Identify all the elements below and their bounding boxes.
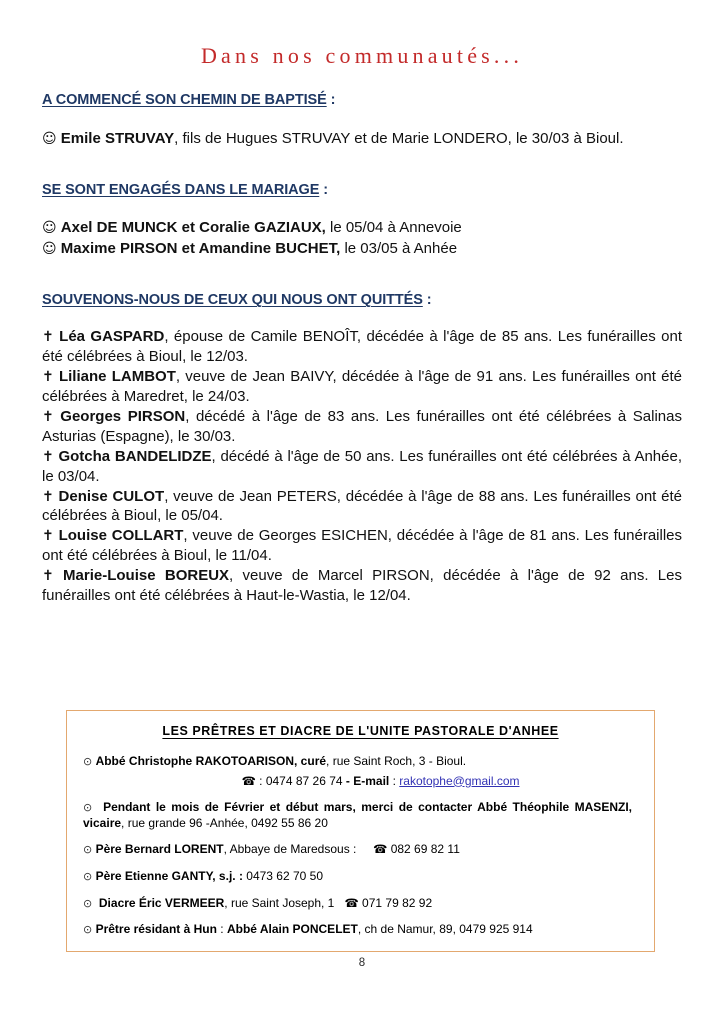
list-item xyxy=(42,447,682,487)
priests-contact-box xyxy=(66,710,655,952)
priest-address: , Abbaye de Maredsous : xyxy=(223,842,357,857)
entry-detail: le 03/05 à Anhée xyxy=(340,240,458,258)
list-item xyxy=(83,869,632,885)
entry-detail: , veuve de Georges ESICHEN, décédée à l'âge de 81 ans. Les funérailles ont été célébrées à Bioul, le 11/04. xyxy=(42,527,682,565)
bullet-dot-icon: ⊙ xyxy=(83,923,93,937)
section-heading-marriage-colon: : xyxy=(319,181,328,198)
cross-icon: ✝ xyxy=(42,488,54,505)
list-item xyxy=(42,566,682,606)
person-name: Emile STRUVAY xyxy=(60,129,175,147)
cross-icon: ✝ xyxy=(42,568,54,585)
section-heading-deaths-colon: : xyxy=(422,292,432,309)
section-heading-deaths xyxy=(0,292,724,309)
entry-detail: , épouse de Camile BENOÎT, décédée à l'âge de 85 ans. Les funérailles ont été célébrées à Bioul, le 12/03. xyxy=(42,328,682,365)
person-name: Gotcha BANDELIDZE xyxy=(58,447,212,465)
priest-contact-line xyxy=(83,774,632,790)
entry-detail: , veuve de Marcel PIRSON, décédée à l'âge de 92 ans. Les funérailles ont été célébrées à Haut-le-Wastia, le 12/04. xyxy=(42,567,682,605)
phone-number: 0474 87 26 74 xyxy=(265,773,343,788)
email-label: - E-mail xyxy=(342,773,390,788)
priest-name: Diacre Éric VERMEER xyxy=(98,895,225,910)
person-name: Léa GASPARD xyxy=(59,328,165,346)
priest-address: , ch de Namur, 89, 0479 925 914 xyxy=(357,922,533,937)
priest-name: Père Bernard LORENT xyxy=(95,842,224,857)
cross-icon: ✝ xyxy=(42,368,54,385)
section-heading-baptism-label: A COMMENCÉ SON CHEMIN DE BAPTISÉ xyxy=(42,92,327,109)
list-item xyxy=(42,526,682,566)
substitute-notice: Pendant le mois de Février et début mars, merci de contacter Abbé Théophile MASENZI xyxy=(103,800,629,815)
person-name: Georges PIRSON xyxy=(60,407,186,425)
person-name: Denise CULOT xyxy=(58,487,165,505)
bullet-dot-icon: ⊙ xyxy=(83,801,93,815)
entry-detail: , décédé à l'âge de 83 ans. Les funérailles ont été célébrées à Salinas Asturias (Espagne), le 30/03. xyxy=(42,407,682,445)
list-item xyxy=(42,239,682,259)
list-item xyxy=(83,922,632,938)
priests-box-title: LES PRÊTRES ET DIACRE DE L'UNITE PASTORALE D'ANHEE xyxy=(162,724,559,738)
list-item xyxy=(42,218,682,238)
separator: : xyxy=(216,922,227,937)
page-number: 8 xyxy=(358,957,366,969)
cross-icon: ✝ xyxy=(42,408,54,425)
list-item xyxy=(42,129,682,149)
priest-name: Abbé Alain PONCELET xyxy=(226,922,358,937)
priest-residence-label: Prêtre résidant à Hun xyxy=(95,922,217,937)
phone-prefix: : xyxy=(255,773,266,788)
list-item xyxy=(42,407,682,447)
person-name: Louise COLLART xyxy=(58,527,184,545)
entry-detail: , veuve de Jean BAIVY, décédée à l'âge de 91 ans. Les funérailles ont été célébrées à Maredret, le 24/03. xyxy=(42,367,682,405)
list-item xyxy=(83,800,632,831)
person-name: Axel DE MUNCK et Coralie GAZIAUX, xyxy=(60,219,326,237)
priest-role: , vicaire xyxy=(83,800,632,830)
email-link[interactable]: rakotophe@gmail.com xyxy=(399,773,520,788)
priest-role: , curé xyxy=(294,754,327,768)
email-separator: : xyxy=(389,773,400,788)
section-heading-marriage xyxy=(0,182,724,199)
phone-icon: ☎ xyxy=(373,842,388,857)
cross-icon: ✝ xyxy=(42,528,54,545)
page-title: Dans nos communautés... xyxy=(200,43,524,68)
person-name: Maxime PIRSON et Amandine BUCHET, xyxy=(60,240,341,258)
entry-detail: , fils de Hugues STRUVAY et de Marie LONDERO, le 30/03 à Bioul. xyxy=(174,129,624,147)
person-name: Liliane LAMBOT xyxy=(58,367,176,385)
section-heading-deaths-label: SOUVENONS-NOUS DE CEUX QUI NOUS ONT QUITTÉS xyxy=(42,292,423,309)
phone-number: 082 69 82 11 xyxy=(390,842,460,857)
phone-icon: ☎ xyxy=(344,895,359,910)
marriage-entry-list xyxy=(0,218,724,259)
bullet-dot-icon: ⊙ xyxy=(83,869,93,883)
bullet-dot-icon: ⊙ xyxy=(83,843,93,857)
deaths-entry-list xyxy=(0,327,724,606)
bullet-dot-icon: ⊙ xyxy=(83,755,93,768)
entry-detail: , décédé à l'âge de 50 ans. Les funérailles ont été célébrées à Anhée, le 03/04. xyxy=(42,447,683,485)
section-heading-marriage-label: SE SONT ENGAGÉS DANS LE MARIAGE xyxy=(42,181,320,198)
baptism-entry-list xyxy=(0,129,724,149)
phone-number: 071 79 82 92 xyxy=(362,895,433,910)
smiley-icon: ☺ xyxy=(42,130,57,147)
section-heading-baptism-colon: : xyxy=(326,92,336,109)
entry-detail: , veuve de Jean PETERS, décédée à l'âge de 88 ans. Les funérailles ont été célébrées à Bioul, le 05/04. xyxy=(42,487,682,525)
priest-name: Abbé Christophe RAKOTOARISON xyxy=(95,754,295,768)
priest-address: , rue Saint Roch, 3 - Bioul. xyxy=(326,754,467,768)
section-heading-baptism xyxy=(0,92,724,109)
phone-number: 0473 62 70 50 xyxy=(246,868,324,883)
bullet-dot-icon: ⊙ xyxy=(83,896,93,910)
list-item xyxy=(83,754,632,789)
cross-icon: ✝ xyxy=(42,448,54,465)
list-item xyxy=(42,367,682,407)
priest-address: , rue grande 96 -Anhée, 0492 55 86 20 xyxy=(121,815,328,830)
list-item xyxy=(42,327,682,367)
entry-detail: le 05/04 à Annevoie xyxy=(325,219,462,237)
phone-icon: ☎ xyxy=(241,773,256,788)
priest-name: Père Etienne GANTY, s.j. : xyxy=(95,868,243,883)
list-item xyxy=(83,842,632,858)
cross-icon: ✝ xyxy=(42,329,54,346)
list-item xyxy=(83,896,632,912)
priests-list xyxy=(67,738,654,938)
list-item xyxy=(42,487,682,527)
smiley-icon: ☺ xyxy=(42,220,57,237)
smiley-icon: ☺ xyxy=(42,241,57,258)
priest-address: , rue Saint Joseph, 1 xyxy=(224,895,335,910)
person-name: Marie-Louise BOREUX xyxy=(63,567,230,585)
